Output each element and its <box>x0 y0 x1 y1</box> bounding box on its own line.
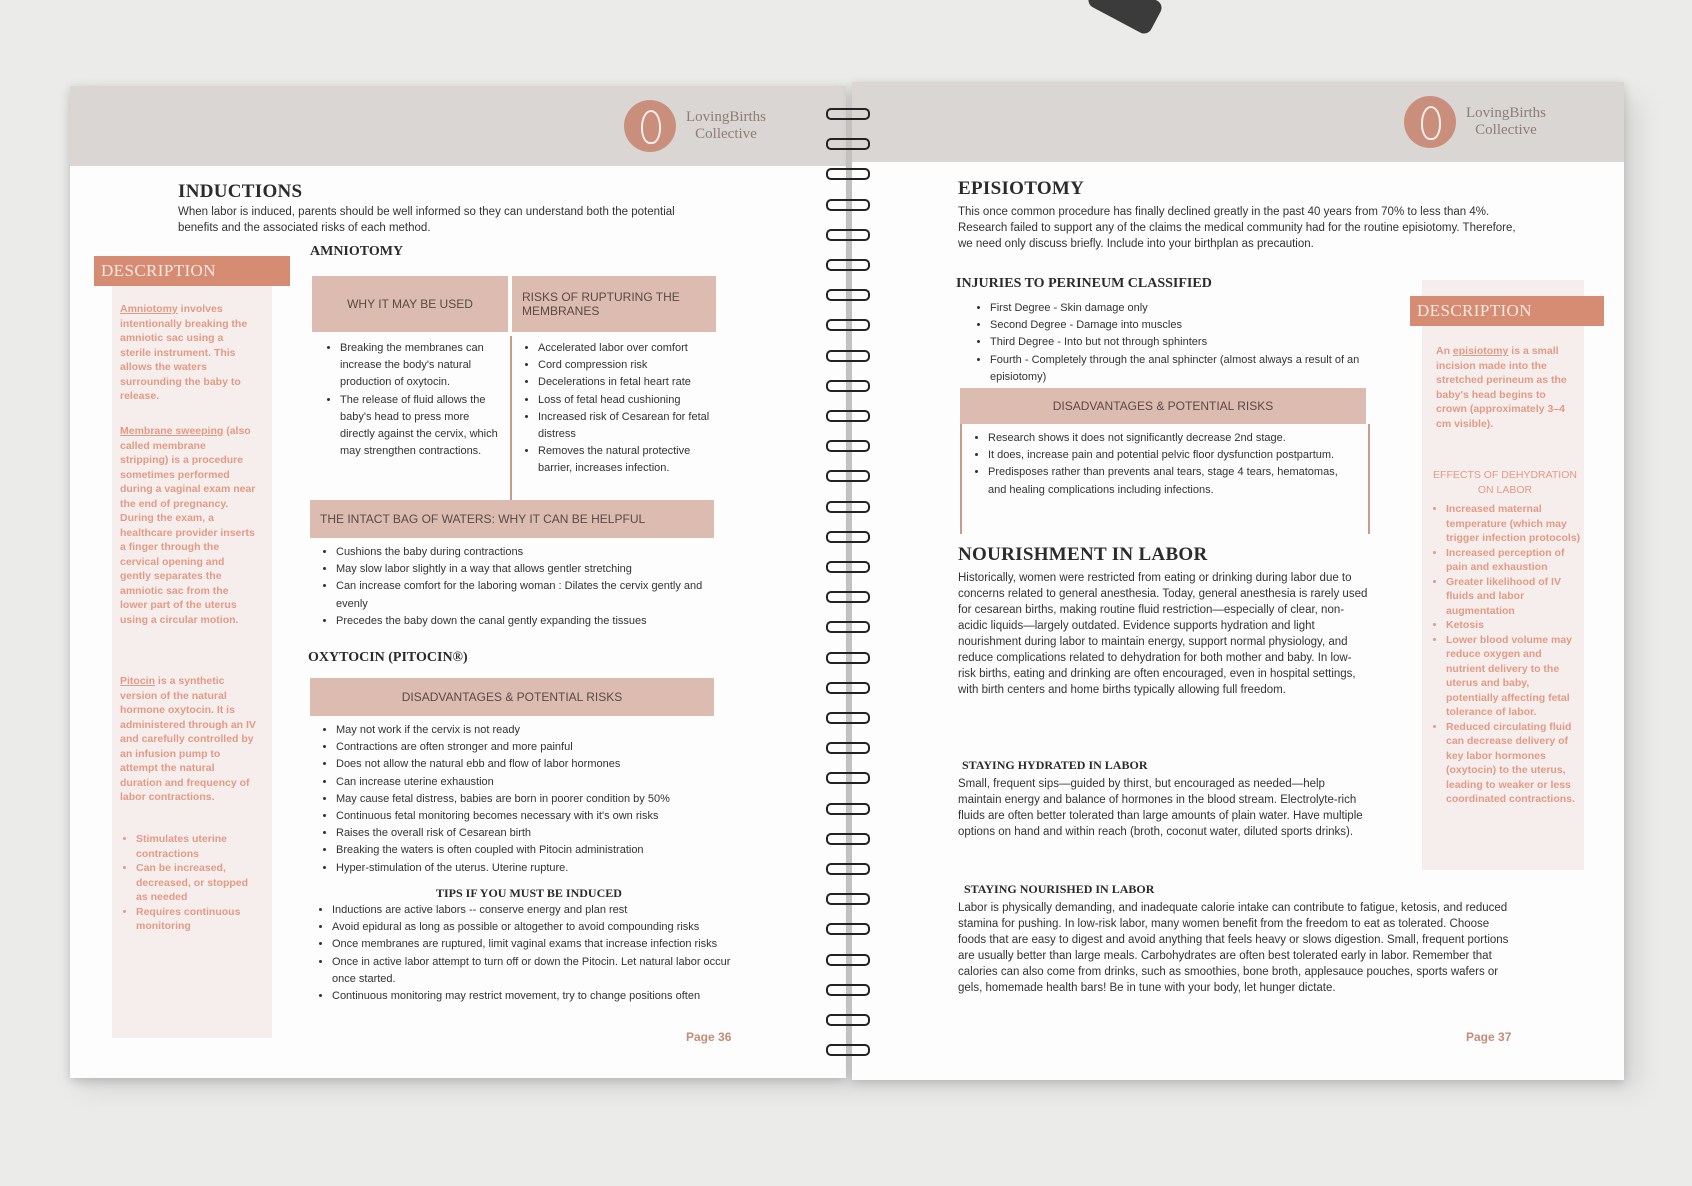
list-item: • Greater likelihood of IV fluids and labor augmentation <box>1446 575 1582 619</box>
tips-heading: TIPS IF YOU MUST BE INDUCED <box>436 886 622 900</box>
oxytocin-band-text: DISADVANTAGES & POTENTIAL RISKS <box>401 690 623 704</box>
spiral-coil <box>820 138 872 148</box>
oxytocin-heading: OXYTOCIN (PITOCIN®) <box>308 650 468 665</box>
spiral-coil <box>820 470 872 480</box>
list-item: • Fourth - Completely through the anal sphincter (almost always a result of an episiotomy) <box>990 352 1374 386</box>
episiotomy-risks-list <box>972 430 1352 499</box>
list-item: • It does, increase pain and potential pelvic floor dysfunction postpartum. <box>988 447 1352 464</box>
logo-icon <box>624 100 676 152</box>
spiral-coil <box>820 168 872 178</box>
spiral-coil <box>820 501 872 511</box>
list-item: • Can increase comfort for the laboring woman : Dilates the cervix gently and evenly <box>336 578 720 612</box>
spiral-coil <box>820 108 872 118</box>
list-item: • Once membranes are ruptured, limit vaginal exams that increase infection risks <box>332 936 740 953</box>
sidebar-text-sweeping <box>120 424 256 627</box>
list-item: • Increased maternal temperature (which may trigger infection protocols) <box>1446 502 1582 546</box>
list-item: • Breaking the membranes can increase the body's natural production of oxytocin. <box>340 340 506 392</box>
list-item: • Precedes the baby down the canal gently expanding the tissues <box>336 613 720 630</box>
list-item: • Cushions the baby during contractions <box>336 544 720 561</box>
device-corner <box>1086 0 1165 36</box>
list-item: • Can be increased, decreased, or stopped as needed <box>136 861 260 905</box>
spiral-coil <box>820 682 872 692</box>
right-page <box>852 82 1624 1080</box>
sidebar-text-pitocin <box>120 674 256 805</box>
intact-bag-header <box>310 500 714 538</box>
amniotomy-col1-list <box>324 340 506 460</box>
list-item: • Hyper-stimulation of the uterus. Uterine rupture. <box>336 860 730 877</box>
page-number: Page 37 <box>1466 1030 1512 1044</box>
nourished-body: Labor is physically demanding, and inadequate calorie intake can contribute to fatigue, ketosis, and reduced stamina for pushing. In low-risk labor, many women benefit from the freedom to eat as tolerated. Choose foods that are easy to digest and avoid anything that feels heavy or slows digestion. Small, frequent portions are usually better than large meals. Carbohydrates are often best tolerated early in labor. Remember that calories can also come from drinks, such as smoothies, bone broth, applesauce pouches, sports wafers or gels, homemade health bars! Be in tune with your body, let hunger dictate. <box>958 902 1509 994</box>
episiotomy-risks-band <box>960 388 1366 424</box>
spiral-coil <box>820 833 872 843</box>
list-item: • Raises the overall risk of Cesarean birth <box>336 825 730 842</box>
hydrated-heading: STAYING HYDRATED IN LABOR <box>962 758 1148 772</box>
logo-line1: LovingBirths <box>1466 105 1547 121</box>
episiotomy-link[interactable]: episiotomy <box>1452 345 1509 357</box>
logo-line1: LovingBirths <box>686 109 767 125</box>
list-item: • Continuous monitoring may restrict movement, try to change positions often <box>332 988 740 1005</box>
list-item: • Can increase uterine exhaustion <box>336 774 730 791</box>
list-item: • May slow labor slightly in a way that allows gentler stretching <box>336 561 720 578</box>
list-item: • Cord compression risk <box>538 357 718 374</box>
spiral-coil <box>820 319 872 329</box>
sweeping-link[interactable]: Membrane sweeping <box>120 425 224 437</box>
spiral-coil <box>820 440 872 450</box>
amniotomy-link[interactable]: Amniotomy <box>120 303 178 315</box>
list-item: • First Degree - Skin damage only <box>990 300 1374 317</box>
effects-list <box>1430 502 1582 807</box>
col2-header-text: RISKS OF RUPTURING THE MEMBRANES <box>522 290 680 318</box>
list-item: • Second Degree - Damage into muscles <box>990 317 1374 334</box>
logo-text <box>1466 105 1546 139</box>
nourishment-body: Historically, women were restricted from eating or drinking during labor due to concerns related to general anesthesia. Today, general anesthesia is rarely used for cesarean births, making routine fluid restriction—especially of clear, non-acidic liquids—largely outdated. Evidence supports hydration and light nourishment during labor to maintain energy, support normal physiology, and reduce complications related to dehydration for both mother and baby. In low-risk births, eating and drinking are often encouraged, even in hospital settings, with birth centers and home births typically allowing full freedom. <box>958 572 1368 696</box>
spiral-coil <box>820 531 872 541</box>
spiral-coil <box>820 561 872 571</box>
description-tab: DESCRIPTION <box>1410 296 1604 326</box>
injuries-list <box>974 300 1374 386</box>
list-item: • Increased risk of Cesarean for fetal distress <box>538 409 718 443</box>
page-title: EPISIOTOMY <box>958 178 1085 199</box>
list-item: • May not work if the cervix is not ready <box>336 722 730 739</box>
spiral-coil <box>820 591 872 601</box>
logo-icon <box>1404 96 1456 148</box>
spiral-coil <box>820 712 872 722</box>
intact-bag-header-text: THE INTACT BAG OF WATERS: WHY IT CAN BE HELPFUL <box>320 512 646 526</box>
spiral-coil <box>820 742 872 752</box>
episiotomy-desc: is a small incision made into the stretched perineum as the baby's head begins to crown (approximately 3–4 cm visible). <box>1436 345 1567 430</box>
sidebar-pitocin-bullets <box>120 832 260 934</box>
list-item: • Does not allow the natural ebb and flow of labor hormones <box>336 756 730 773</box>
amniotomy-col1-header <box>312 276 508 332</box>
spiral-coil <box>820 893 872 903</box>
spiral-coil <box>820 621 872 631</box>
list-item: • Lower blood volume may reduce oxygen and nutrient delivery to the uterus and baby, potentially affecting fetal tolerance of labor. <box>1446 633 1582 720</box>
list-item: • Predisposes rather than prevents anal tears, stage 4 tears, hematomas, and healing complications including infections. <box>988 464 1352 498</box>
spiral-coil <box>820 652 872 662</box>
spiral-coil <box>820 1014 872 1024</box>
spiral-coil <box>820 984 872 994</box>
left-page <box>70 86 846 1078</box>
amniotomy-col2-header <box>512 276 716 332</box>
hydrated-body: Small, frequent sips—guided by thirst, but encouraged as needed—help maintain energy and balance of hormones in the blood stream. Electrolyte-rich fluids are often better tolerated than large amounts of plain water. Have multiple options on hand and within reach (broth, coconut water, diluted sports drinks). <box>958 778 1363 838</box>
nourished-heading: STAYING NOURISHED IN LABOR <box>964 882 1155 896</box>
list-item: • The release of fluid allows the baby's head to press more directly against the cervix, which may strengthen contractions. <box>340 392 506 461</box>
logo <box>624 100 766 152</box>
amniotomy-heading: AMNIOTOMY <box>310 244 404 259</box>
column-divider <box>510 336 512 502</box>
pitocin-link[interactable]: Pitocin <box>120 675 156 687</box>
spiral-coil <box>820 380 872 390</box>
nourishment-heading: NOURISHMENT IN LABOR <box>958 544 1208 565</box>
list-item: • Removes the natural protective barrier, increases infection. <box>538 443 718 477</box>
page-number: Page 36 <box>686 1030 732 1044</box>
list-item: • Continuous fetal monitoring becomes necessary with it's own risks <box>336 808 730 825</box>
list-item: • Increased perception of pain and exhaustion <box>1446 546 1582 575</box>
injuries-heading: INJURIES TO PERINEUM CLASSIFIED <box>956 276 1212 291</box>
intact-bag-list <box>320 544 720 630</box>
spiral-coil <box>820 350 872 360</box>
list-item: • Decelerations in fetal heart rate <box>538 374 718 391</box>
pitocin-desc: is a synthetic version of the natural hormone oxytocin. It is administered through an IV and carefully controlled by an infusion pump to attempt the natural duration and frequency of labor contractions. <box>120 675 256 803</box>
list-item: • Accelerated labor over comfort <box>538 340 718 357</box>
episiotomy-risks-band-text: DISADVANTAGES & POTENTIAL RISKS <box>1052 399 1274 413</box>
list-item: • Breaking the waters is often coupled with Pitocin administration <box>336 842 730 859</box>
oxytocin-list <box>320 722 730 877</box>
list-item: • Inductions are active labors -- conserve energy and plan rest <box>332 902 740 919</box>
amniotomy-col2-list <box>522 340 718 478</box>
list-item: • Contractions are often stronger and more painful <box>336 739 730 756</box>
list-item: • May cause fetal distress, babies are born in poorer condition by 50% <box>336 791 730 808</box>
spiral-coil <box>820 199 872 209</box>
logo-line2: Collective <box>695 126 757 142</box>
spiral-coil <box>820 259 872 269</box>
list-item: • Loss of fetal head cushioning <box>538 392 718 409</box>
episiotomy-desc-pre: An <box>1436 345 1453 357</box>
oxytocin-band <box>310 678 714 716</box>
logo-line2: Collective <box>1475 122 1537 138</box>
spiral-coil <box>820 772 872 782</box>
sidebar-text-episiotomy <box>1436 344 1576 431</box>
list-item: • Stimulates uterine contractions <box>136 832 260 861</box>
list-item: • Research shows it does not significantly decrease 2nd stage. <box>988 430 1352 447</box>
effects-heading: EFFECTS OF DEHYDRATION ON LABOR <box>1433 469 1577 496</box>
spiral-coil <box>820 803 872 813</box>
spiral-coil <box>820 229 872 239</box>
spiral-coil <box>820 1044 872 1054</box>
list-item: • Once in active labor attempt to turn off or down the Pitocin. Let natural labor occur once started. <box>332 954 740 988</box>
page-title: INDUCTIONS <box>178 181 303 202</box>
tips-list <box>316 902 740 1005</box>
episiotomy-risks-box <box>960 424 1370 534</box>
amniotomy-desc: involves intentionally breaking the amniotic sac using a sterile instrument. This allows the waters surrounding the baby to release. <box>120 303 248 402</box>
col1-header-text: WHY IT MAY BE USED <box>347 297 473 311</box>
intro-text: When labor is induced, parents should be well informed so they can understand both the potential benefits and the associated risks of each method. <box>178 206 675 234</box>
list-item: • Requires continuous monitoring <box>136 905 260 934</box>
sweeping-desc: (also called membrane stripping) is a procedure sometimes performed during a vaginal exam near the end of pregnancy. During the exam, a healthcare provider inserts a finger through the cervical opening and gently separates the amniotic sac from the lower part of the uterus using a circular motion. <box>120 425 256 626</box>
spiral-coil <box>820 863 872 873</box>
logo <box>1404 96 1546 148</box>
spiral-coil <box>820 289 872 299</box>
list-item: • Reduced circulating fluid can decrease delivery of key labor hormones (oxytocin) to the uterus, leading to weaker or less coordinated contractions. <box>1446 720 1582 807</box>
spiral-coil <box>820 410 872 420</box>
spiral-coil <box>820 954 872 964</box>
spiral-coil <box>820 923 872 933</box>
page-header <box>852 82 1624 162</box>
list-item: • Ketosis <box>1446 618 1582 633</box>
logo-text <box>686 109 766 143</box>
intro-text: This once common procedure has finally declined greatly in the past 40 years from 70% to less than 4%. Research failed to support any of the claims the medical community had for the routine episiotomy. Therefore, we need only discuss briefly. Include into your birthplan as precaution. <box>958 206 1516 250</box>
list-item: • Avoid epidural as long as possible or altogether to avoid compounding risks <box>332 919 740 936</box>
page-header <box>70 86 846 166</box>
sidebar-text-amniotomy <box>120 302 256 404</box>
description-tab: DESCRIPTION <box>94 256 290 286</box>
list-item: • Third Degree - Into but not through sphinters <box>990 334 1374 351</box>
